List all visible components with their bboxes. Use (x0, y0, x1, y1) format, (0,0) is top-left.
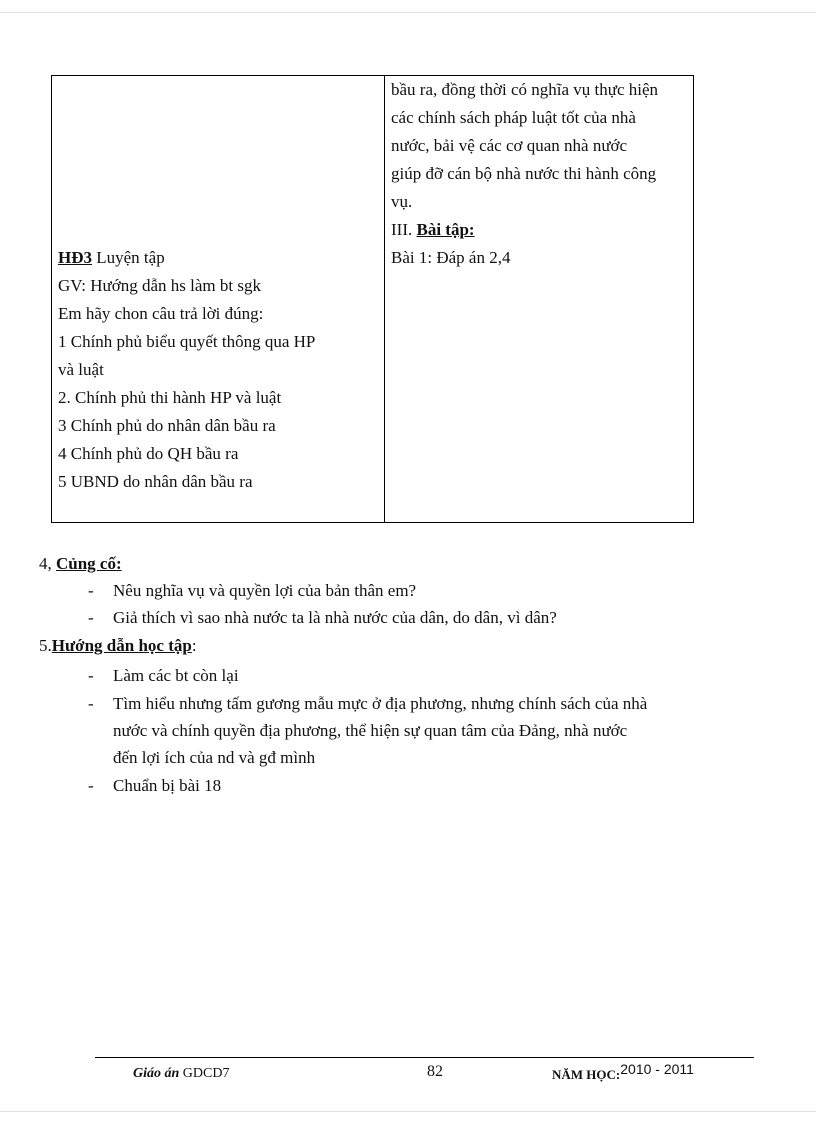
page-top-edge (0, 12, 816, 13)
content-line: bầu ra, đồng thời có nghĩa vụ thực hiện (391, 80, 659, 99)
content-line: các chính sách pháp luật tốt của nhà (391, 108, 636, 127)
huongdan-heading: 5.Hướng dẫn học tập: (39, 636, 197, 655)
footer-rule (95, 1057, 754, 1058)
activity-column (52, 76, 385, 523)
content-line: nước, bải vệ các cơ quan nhà nước (391, 136, 628, 155)
footer-school-year: NĂM HỌC:2010 - 2011 (552, 1061, 694, 1082)
lesson-table (51, 75, 694, 523)
activity-heading: HĐ3 Luyện tập (58, 248, 165, 267)
activity-line: Em hãy chon câu trả lời đúng: (58, 304, 264, 323)
activity-line: và luật (58, 360, 104, 379)
content-line: vụ. (391, 192, 413, 211)
exercise-heading: III. Bài tập: (391, 220, 475, 239)
activity-line: 3 Chính phủ do nhân dân bầu ra (58, 416, 276, 435)
page-bottom-edge (0, 1111, 816, 1112)
activity-line: 5 UBND do nhân dân bầu ra (58, 472, 253, 491)
content-line: giúp đỡ cán bộ nhà nước thi hành công (391, 164, 657, 183)
activity-line: 2. Chính phủ thi hành HP và luật (58, 388, 282, 407)
cungco-heading: 4, Củng cố: (39, 554, 122, 573)
exercise-answer: Bài 1: Đáp án 2,4 (391, 248, 511, 267)
page-number: 82 (427, 1063, 443, 1080)
activity-line: 1 Chính phủ biểu quyết thông qua HP (58, 332, 316, 351)
content-column (385, 76, 694, 523)
footer-subject: Giáo án GDCD7 (133, 1066, 230, 1081)
activity-line: GV: Hướng dẫn hs làm bt sgk (58, 276, 261, 295)
activity-line: 4 Chính phủ do QH bầu ra (58, 444, 239, 463)
